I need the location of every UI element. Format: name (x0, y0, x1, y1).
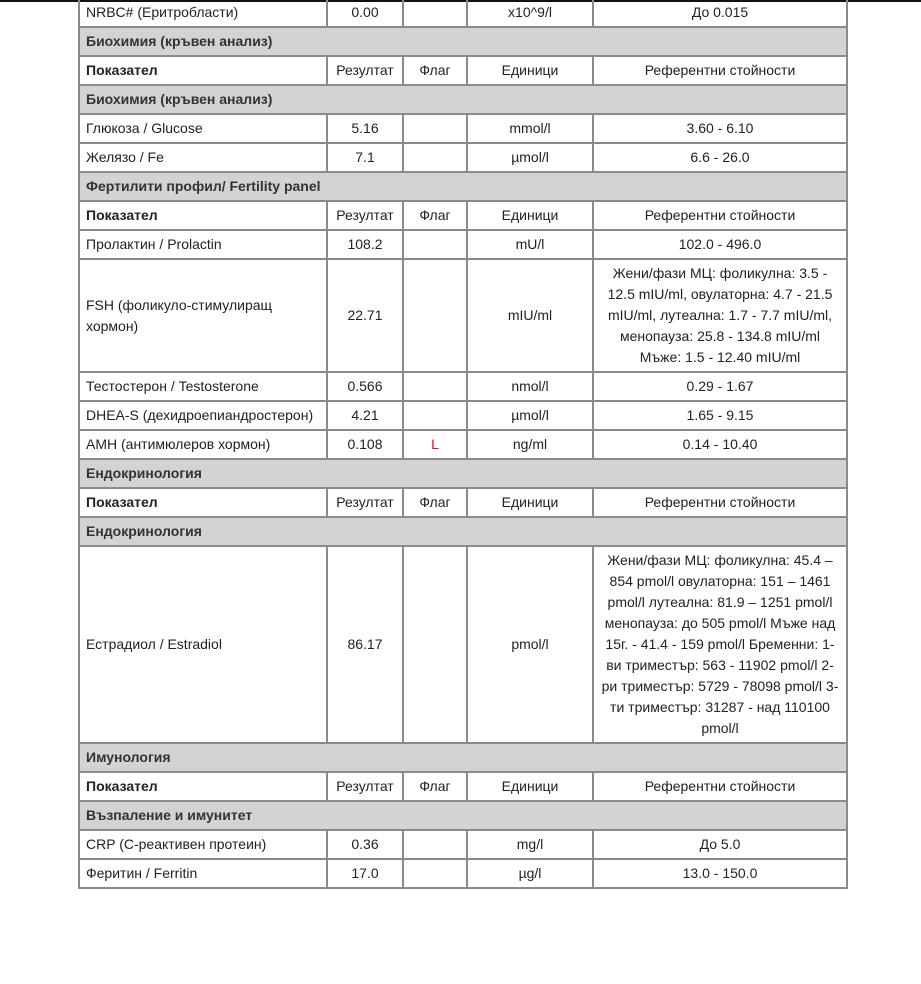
column-header-row (79, 201, 847, 230)
column-header-reference: Референтни стойности (593, 201, 847, 230)
indicator-name: Естрадиол / Estradiol (79, 546, 327, 743)
column-header-row (79, 56, 847, 85)
units-value: x10^9/l (467, 0, 593, 27)
indicator-name: Феритин / Ferritin (79, 859, 327, 888)
result-value: 0.566 (327, 372, 403, 401)
table-row (79, 259, 847, 372)
flag-value: L (403, 430, 467, 459)
table-row (79, 546, 847, 743)
table-row (79, 430, 847, 459)
section-header (79, 459, 847, 488)
column-header-reference: Референтни стойности (593, 56, 847, 85)
reference-value: 1.65 - 9.15 (593, 401, 847, 430)
column-header-units: Единици (467, 772, 593, 801)
section-header-title: Ендокринология (79, 459, 847, 488)
flag-value (403, 0, 467, 27)
reference-value: 102.0 - 496.0 (593, 230, 847, 259)
flag-value (403, 143, 467, 172)
column-header-flag: Флаг (403, 56, 467, 85)
result-value: 86.17 (327, 546, 403, 743)
flag-value (403, 259, 467, 372)
result-value: 0.108 (327, 430, 403, 459)
result-value: 17.0 (327, 859, 403, 888)
subsection-header-title: Ендокринология (79, 517, 847, 546)
indicator-name: Пролактин / Prolactin (79, 230, 327, 259)
subsection-header-title: Възпаление и имунитет (79, 801, 847, 830)
section-header-title: Фертилити профил/ Fertility panel (79, 172, 847, 201)
units-value: µg/l (467, 859, 593, 888)
result-value: 108.2 (327, 230, 403, 259)
reference-value: Жени/фази МЦ: фоликулна: 45.4 – 854 pmol/l овулаторна: 151 – 1461 pmol/l лутеална: 81.9 – 1251 pmol/l менопауза: до 505 pmol/l Мъже над 15г. - 41.4 - 159 pmol/l Бременни: 1-ви триместър: 563 - 11902 pmol/l 2-ри триместър: 5729 - 78098 pmol/l 3-ти триместър: 31287 - над 110100 pmol/l (593, 546, 847, 743)
units-value: nmol/l (467, 372, 593, 401)
column-header-flag: Флаг (403, 772, 467, 801)
reference-value: 13.0 - 150.0 (593, 859, 847, 888)
indicator-name: CRP (C-реактивен протеин) (79, 830, 327, 859)
table-row (79, 143, 847, 172)
column-header-indicator: Показател (79, 201, 327, 230)
indicator-name: Глюкоза / Glucose (79, 114, 327, 143)
flag-value (403, 230, 467, 259)
column-header-units: Единици (467, 201, 593, 230)
section-header (79, 27, 847, 56)
table-row (79, 372, 847, 401)
table-row (79, 230, 847, 259)
section-header (79, 743, 847, 772)
subsection-header (79, 517, 847, 546)
section-header-title: Биохимия (кръвен анализ) (79, 27, 847, 56)
column-header-reference: Референтни стойности (593, 488, 847, 517)
result-value: 5.16 (327, 114, 403, 143)
table-row (79, 859, 847, 888)
subsection-header (79, 85, 847, 114)
reference-value: До 0.015 (593, 0, 847, 27)
flag-value (403, 546, 467, 743)
column-header-result: Резултат (327, 772, 403, 801)
lab-results-table (78, 0, 848, 889)
table-row (79, 830, 847, 859)
result-value: 0.00 (327, 0, 403, 27)
result-value: 0.36 (327, 830, 403, 859)
flag-value (403, 830, 467, 859)
section-header-title: Имунология (79, 743, 847, 772)
column-header-row (79, 772, 847, 801)
column-header-flag: Флаг (403, 201, 467, 230)
table-row (79, 401, 847, 430)
indicator-name: NRBC# (Еритробласти) (79, 0, 327, 27)
indicator-name: Желязо / Fe (79, 143, 327, 172)
reference-value: 0.29 - 1.67 (593, 372, 847, 401)
reference-value: Жени/фази МЦ: фоликулна: 3.5 - 12.5 mIU/ml, овулаторна: 4.7 - 21.5 mIU/ml, лутеална: 1.7 - 7.7 mIU/ml, менопауза: 25.8 - 134.8 mIU/ml Мъже: 1.5 - 12.40 mIU/ml (593, 259, 847, 372)
table-row (79, 0, 847, 27)
reference-value: 3.60 - 6.10 (593, 114, 847, 143)
column-header-units: Единици (467, 488, 593, 517)
units-value: pmol/l (467, 546, 593, 743)
column-header-indicator: Показател (79, 772, 327, 801)
indicator-name: FSH (фоликуло-стимулиращ хормон) (79, 259, 327, 372)
indicator-name: Тестостерон / Testosterone (79, 372, 327, 401)
section-header (79, 172, 847, 201)
subsection-header-title: Биохимия (кръвен анализ) (79, 85, 847, 114)
units-value: mU/l (467, 230, 593, 259)
table-row (79, 114, 847, 143)
reference-value: 0.14 - 10.40 (593, 430, 847, 459)
reference-value: 6.6 - 26.0 (593, 143, 847, 172)
units-value: ng/ml (467, 430, 593, 459)
column-header-indicator: Показател (79, 488, 327, 517)
result-value: 7.1 (327, 143, 403, 172)
flag-value (403, 401, 467, 430)
reference-value: До 5.0 (593, 830, 847, 859)
flag-value (403, 372, 467, 401)
column-header-indicator: Показател (79, 56, 327, 85)
units-value: mmol/l (467, 114, 593, 143)
column-header-result: Резултат (327, 201, 403, 230)
indicator-name: DHEA-S (дехидроепиандростерон) (79, 401, 327, 430)
units-value: mIU/ml (467, 259, 593, 372)
column-header-flag: Флаг (403, 488, 467, 517)
column-header-row (79, 488, 847, 517)
result-value: 22.71 (327, 259, 403, 372)
result-value: 4.21 (327, 401, 403, 430)
indicator-name: AMH (антимюлеров хормон) (79, 430, 327, 459)
column-header-units: Единици (467, 56, 593, 85)
flag-value (403, 114, 467, 143)
units-value: mg/l (467, 830, 593, 859)
units-value: µmol/l (467, 143, 593, 172)
column-header-result: Резултат (327, 488, 403, 517)
column-header-reference: Референтни стойности (593, 772, 847, 801)
units-value: µmol/l (467, 401, 593, 430)
column-header-result: Резултат (327, 56, 403, 85)
subsection-header (79, 801, 847, 830)
flag-value (403, 859, 467, 888)
